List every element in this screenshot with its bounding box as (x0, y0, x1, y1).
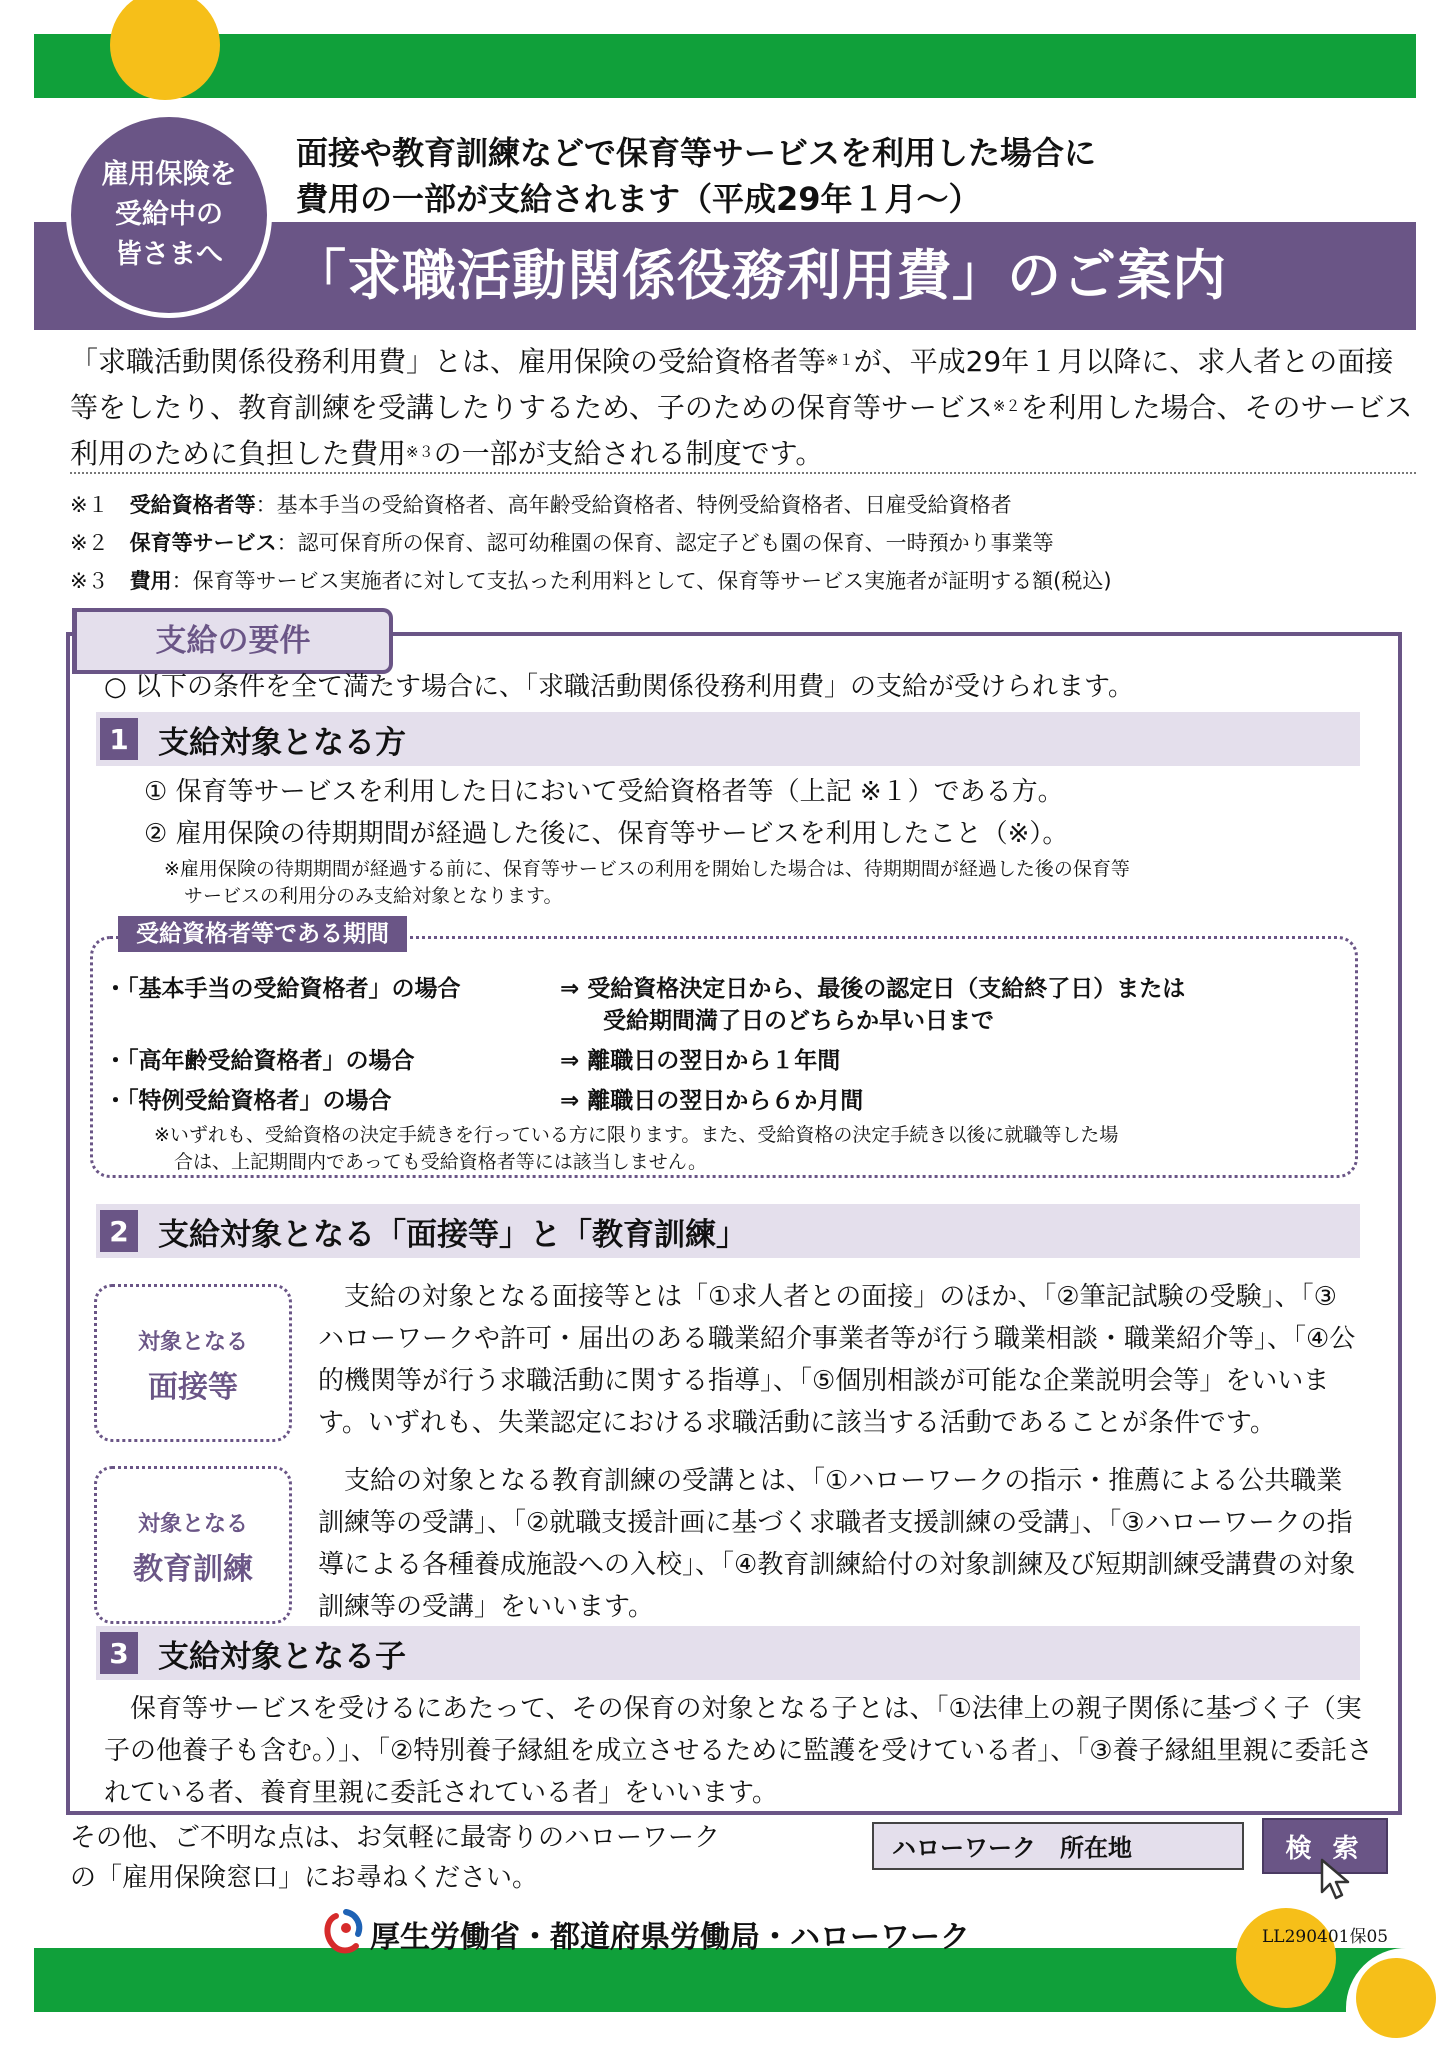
contact-text (70, 1818, 720, 1898)
period-row-value: 受給期間満了日のどちらか早い日まで (603, 1008, 994, 1034)
period-note (154, 1122, 1118, 1176)
section-2-header (96, 1204, 1360, 1258)
footnote-mark: ※３ (70, 569, 109, 593)
footnote-mark: ※３ (406, 443, 434, 461)
box-small-label: 対象となる (137, 1330, 248, 1355)
cursor-icon (1318, 1856, 1358, 1908)
footnotes (70, 486, 1112, 600)
footnote-mark: ※１ (70, 493, 109, 517)
document-code: LL290401保05 (1262, 1927, 1389, 1947)
section-1-header (96, 712, 1360, 766)
footnote (70, 486, 1112, 524)
headline-line-2: 費用の一部が支給されます（平成29年１月～） (296, 180, 981, 218)
footnote-mark: ※２ (992, 397, 1021, 415)
period-row-value: ⇒ 離職日の翌日から１年間 (560, 1048, 841, 1074)
divider (70, 472, 1416, 474)
bottom-green-bar (34, 1948, 1416, 2012)
intro-text: が、平成29年１月以降に、求人者との面接等をしたり、教育訓練を受講したりするため、子のための保育等サービス (70, 345, 1394, 424)
yellow-circle-decoration (1356, 1958, 1436, 2038)
badge-line: 雇用保険を (101, 159, 237, 190)
note-line: 合は、上記期間内であっても受給資格者等には該当しません。 (174, 1151, 707, 1173)
footnote-term: 保育等サービス (129, 531, 277, 555)
section-3-header (96, 1626, 1360, 1680)
search-field[interactable]: ハローワーク 所在地 (872, 1822, 1244, 1870)
requirements-tab: 支給の要件 (72, 608, 393, 674)
note-line: ※雇用保険の待期期間が経過する前に、保育等サービスの利用を開始した場合は、待期期間が経過した後の保育等 (164, 858, 1130, 880)
section-number: 3 (100, 1632, 138, 1674)
note-line: ※いずれも、受給資格の決定手続きを行っている方に限ります。また、受給資格の決定手続き以後に就職等した場 (154, 1124, 1119, 1146)
section-title: 支給対象となる子 (158, 1638, 406, 1675)
organization-name: 厚生労働省・都道府県労働局・ハローワーク (370, 1920, 970, 1955)
section-title: 支給対象となる「面接等」と「教育訓練」 (158, 1216, 747, 1253)
period-row-label: ・「高年齢受給資格者」の場合 (104, 1048, 415, 1074)
training-label-box (94, 1466, 292, 1624)
headline (296, 130, 1096, 222)
period-row-label: ・「特例受給資格者」の場合 (104, 1088, 392, 1114)
footnote-mark: ※１ (826, 351, 854, 369)
period-label: 受給資格者等である期間 (118, 916, 407, 952)
top-green-bar (34, 34, 1416, 98)
page-title: 「求職活動関係役務利用費」のご案内 (292, 244, 1227, 307)
note-line: サービスの利用分のみ支給対象となります。 (184, 885, 563, 907)
period-row-label: ・「基本手当の受給資格者」の場合 (104, 976, 461, 1002)
condition-item-1: ① 保育等サービスを利用した日において受給資格者等（上記 ※１）である方。 (144, 777, 1064, 807)
intro-paragraph (70, 338, 1416, 476)
period-row-value: ⇒ 離職日の翌日から６か月間 (560, 1088, 864, 1114)
footnote (70, 562, 1112, 600)
interview-label-box (94, 1284, 292, 1442)
headline-line-1: 面接や教育訓練などで保育等サービスを利用した場合に (296, 134, 1097, 172)
footnote-term: 費用 (129, 569, 172, 593)
search-button[interactable]: 検 索 (1262, 1818, 1388, 1874)
training-description: 支給の対象となる教育訓練の受講とは、「①ハローワークの指示・推薦による公共職業訓練等の受講」、「②就職支援計画に基づく求職者支援訓練の受講」、「③ハローワークの指導による各種養成施設への入校」、「④教育訓練給付の対象訓練及び短期訓練受講費の対象訓練等の受講」をいいます。 (318, 1466, 1356, 1622)
requirements-lead: ○ 以下の条件を全て満たす場合に、「求職活動関係役務利用費」の支給が受けられます。 (104, 672, 1134, 702)
footnote-text: ：認可保育所の保育、認可幼稚園の保育、認定子ども園の保育、一時預かり事業等 (276, 531, 1054, 555)
contact-line: の「雇用保険窓口」にお尋ねください。 (70, 1863, 539, 1893)
footnote-text: ：保育等サービス実施者に対して支払った利用料として、保育等サービス実施者が証明する額(税込) (171, 569, 1112, 593)
audience-badge (66, 112, 272, 318)
footnote-term: 受給資格者等 (129, 493, 256, 517)
period-row-value: ⇒ 受給資格決定日から、最後の認定日（支給終了日）または (560, 976, 1186, 1002)
badge-line: 皆さまへ (115, 239, 223, 270)
interview-description: 支給の対象となる面接等とは「①求人者との面接」のほか、「②筆記試験の受験」、「③ハローワークや許可・届出のある職業紹介事業者等が行う職業相談・職業紹介等」、「④公的機関等が行う求職活動に関する指導」、「⑤個別相談が可能な企業説明会等」をいいます。いずれも、失業認定における求職活動に該当する活動であることが条件です。 (318, 1282, 1356, 1438)
box-large-label: 面接等 (148, 1370, 238, 1405)
footnote-mark: ※２ (70, 531, 109, 555)
badge-line: 受給中の (115, 199, 223, 230)
condition-note (164, 856, 1130, 910)
box-small-label: 対象となる (137, 1512, 248, 1537)
section-number: 1 (100, 718, 138, 760)
contact-line: その他、ご不明な点は、お気軽に最寄りのハローワーク (70, 1823, 721, 1853)
footnote (70, 524, 1112, 562)
condition-item-2: ② 雇用保険の待期期間が経過した後に、保育等サービスを利用したこと（※）。 (144, 819, 1069, 849)
section-number: 2 (100, 1210, 138, 1252)
section-title: 支給対象となる方 (158, 724, 406, 761)
intro-text: 「求職活動関係役務利用費」とは、雇用保険の受給資格者等 (70, 345, 827, 378)
footnote-text: ：基本手当の受給資格者、高年齢受給資格者、特例受給資格者、日雇受給資格者 (255, 493, 1012, 517)
child-description: 保育等サービスを受けるにあたって、その保育の対象となる子とは、「①法律上の親子関係に基づく子（実子の他養子も含む。）」、「②特別養子縁組を成立させるために監護を受けている者」、「③養子縁組里親に委託されている者、養育里親に委託されている者」をいいます。 (104, 1694, 1373, 1808)
intro-text: の一部が支給される制度です。 (433, 437, 824, 470)
ministry-logo-icon (322, 1906, 366, 1960)
box-large-label: 教育訓練 (133, 1552, 253, 1587)
intro-text: を利用した場合、そのサービス利用のために負担した費用 (70, 391, 1413, 470)
